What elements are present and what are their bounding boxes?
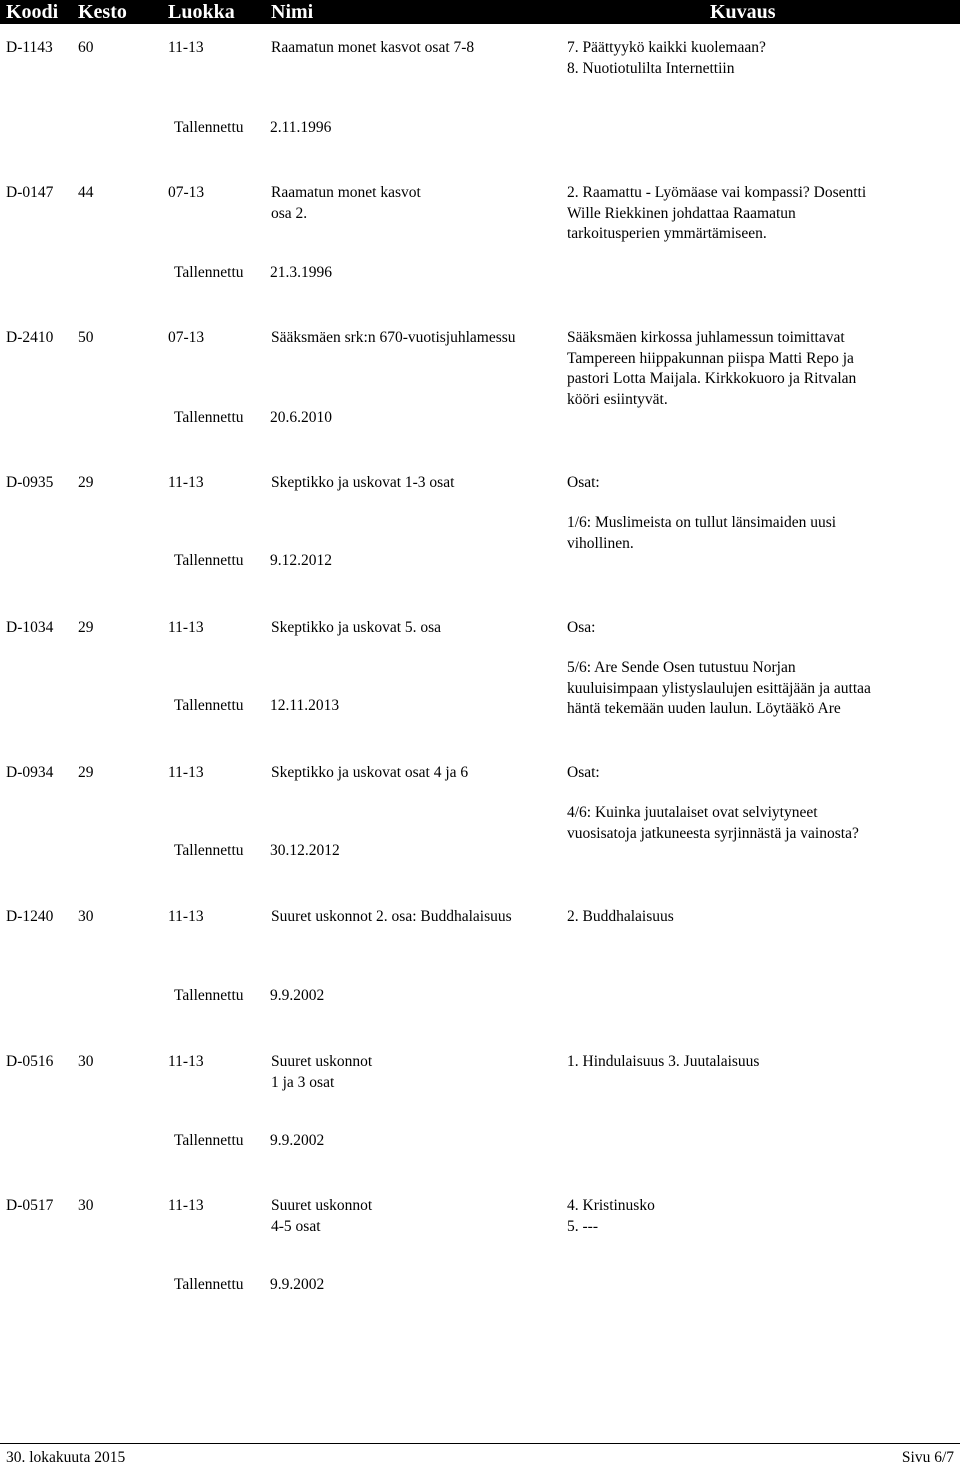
entry-class: 11-13 (168, 1197, 204, 1214)
entry-code: D-0935 (6, 474, 54, 491)
entry-class: 07-13 (168, 184, 205, 201)
entry-length: 30 (78, 1197, 94, 1214)
entry-length: 44 (78, 184, 94, 201)
entry-code: D-1034 (6, 619, 54, 636)
entry-length: 50 (78, 329, 94, 346)
entry-code: D-1240 (6, 908, 54, 925)
footer-page-number: Sivu 6/7 (901, 1449, 954, 1466)
entry-description: Osat: (567, 474, 600, 491)
entry-class: 11-13 (168, 474, 204, 491)
entry-name: Raamatun monet kasvot osa 2. (271, 184, 421, 222)
entry-saved-label: Tallennettu (174, 842, 244, 859)
entry-length: 30 (78, 908, 94, 925)
entry-class: 11-13 (168, 1053, 204, 1070)
entry-saved-label: Tallennettu (174, 264, 244, 281)
entry-code: D-2410 (6, 329, 54, 346)
entry-saved-date: 21.3.1996 (270, 264, 332, 281)
entry-description: Osat: (567, 764, 600, 781)
entry-saved-date: 20.6.2010 (270, 409, 332, 426)
entry-saved-label: Tallennettu (174, 987, 244, 1004)
entry-class: 07-13 (168, 329, 205, 346)
entry-saved-date: 9.9.2002 (270, 987, 325, 1004)
entry-class: 11-13 (168, 619, 204, 636)
entry-description: 2. Raamattu - Lyömäase vai kompassi? Dosentti Wille Riekkinen johdattaa Raamatun tarkoitusperien ymmärtämiseen. (567, 184, 867, 242)
entry-saved-date: 12.11.2013 (270, 697, 340, 714)
entry-description: 4. Kristinusko 5. --- (567, 1197, 655, 1235)
entry-description: Sääksmäen kirkossa juhlamessun toimittavat Tampereen hiippakunnan piispa Matti Repo ja pastori Lotta Maijala. Kirkkokuoro ja Ritvalan kööri esiintyvät. (567, 329, 857, 408)
header-length: Kesto (78, 1, 127, 23)
page-footer (0, 1443, 960, 1468)
header-description: Kuvaus (710, 1, 776, 23)
header-class: Luokka (168, 1, 235, 23)
entry-saved-date: 9.12.2012 (270, 552, 332, 569)
entry-class: 11-13 (168, 39, 204, 56)
entry-code: D-1143 (6, 39, 53, 56)
entry-description-detail: 4/6: Kuinka juutalaiset ovat selviytyneet vuosisatoja jatkuneesta syrjinnästä ja vainosta? (567, 804, 859, 842)
entry-length: 60 (78, 39, 94, 56)
entry-saved-date: 9.9.2002 (270, 1276, 325, 1293)
header-code: Koodi (6, 1, 59, 23)
entry-name: Suuret uskonnot 4-5 osat (271, 1197, 373, 1235)
entry-name: Skeptikko ja uskovat 5. osa (271, 619, 442, 636)
entry-description: 1. Hindulaisuus 3. Juutalaisuus (567, 1053, 760, 1070)
entry-description: Osa: (567, 619, 596, 636)
table-header (0, 0, 960, 24)
entry-saved-date: 30.12.2012 (270, 842, 340, 859)
entry-code: D-0147 (6, 184, 54, 201)
entry-name: Suuret uskonnot 2. osa: Buddhalaisuus (271, 908, 512, 925)
entry-description-detail: 1/6: Muslimeista on tullut länsimaiden uusi vihollinen. (567, 514, 837, 552)
entry-saved-label: Tallennettu (174, 119, 244, 136)
entry-code: D-0517 (6, 1197, 54, 1214)
entry-class: 11-13 (168, 908, 204, 925)
entry-saved-date: 9.9.2002 (270, 1132, 325, 1149)
entry-length: 29 (78, 474, 94, 491)
header-name: Nimi (271, 1, 314, 23)
entry-description: 7. Päättyykö kaikki kuolemaan? 8. Nuotiotulilta Internettiin (567, 39, 766, 77)
entry-name: Raamatun monet kasvot osat 7-8 (271, 39, 475, 56)
entry-saved-label: Tallennettu (174, 1132, 244, 1149)
entry-saved-label: Tallennettu (174, 552, 244, 569)
entry-name: Skeptikko ja uskovat 1-3 osat (271, 474, 455, 491)
entry-length: 29 (78, 619, 94, 636)
entry-name: Suuret uskonnot 1 ja 3 osat (271, 1053, 373, 1091)
entry-name: Sääksmäen srk:n 670-vuotisjuhlamessu (271, 329, 516, 346)
entry-code: D-0516 (6, 1053, 54, 1070)
entry-name: Skeptikko ja uskovat osat 4 ja 6 (271, 764, 469, 781)
entry-saved-date: 2.11.1996 (270, 119, 332, 136)
entry-saved-label: Tallennettu (174, 409, 244, 426)
entry-description-detail: 5/6: Are Sende Osen tutustuu Norjan kuuluisimpaan ylistyslaulujen esittäjään ja auttaa häntä tekemään uuden laulun. Löytääkö Are (567, 659, 871, 717)
entry-length: 29 (78, 764, 94, 781)
footer-date: 30. lokakuuta 2015 (6, 1449, 126, 1466)
entry-saved-label: Tallennettu (174, 697, 244, 714)
entry-length: 30 (78, 1053, 94, 1070)
entry-code: D-0934 (6, 764, 54, 781)
entry-description: 2. Buddhalaisuus (567, 908, 674, 925)
entry-class: 11-13 (168, 764, 204, 781)
entry-saved-label: Tallennettu (174, 1276, 244, 1293)
